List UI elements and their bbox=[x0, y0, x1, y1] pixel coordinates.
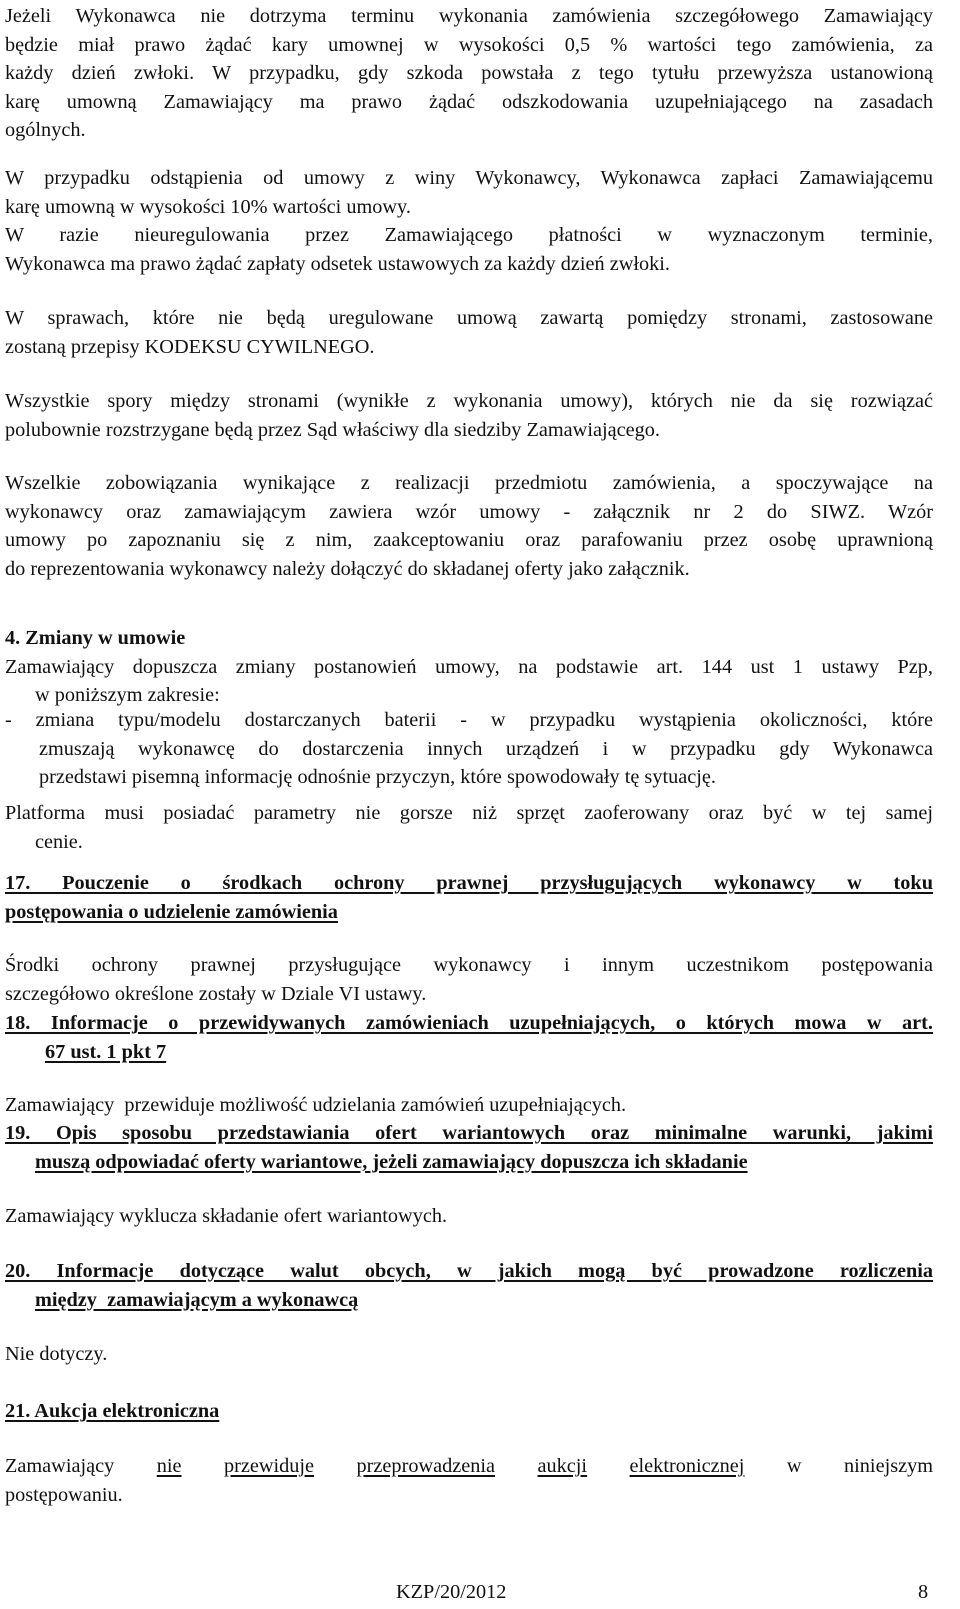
text-line: ogólnych. bbox=[5, 119, 86, 141]
underlined-word: przewiduje bbox=[223, 1455, 315, 1477]
text-line: wykonawcy oraz zamawiającym zawiera wzór umowy - załącznik nr 2 do SIWZ. Wzór bbox=[5, 500, 933, 523]
underlined-word: przeprowadzenia bbox=[356, 1455, 496, 1477]
text-line: przedstawi pisemną informację odnośnie przyczyn, które spowodowały tę sytuację. bbox=[39, 766, 716, 788]
text-line: Zamawiający wyklucza składanie ofert wariantowych. bbox=[5, 1205, 448, 1227]
section-4 bbox=[5, 624, 933, 710]
text-line: Wykonawca ma prawo żądać zapłaty odsetek ustawowych za każdy dzień zwłoki. bbox=[5, 252, 670, 275]
text-line: Środki ochrony prawnej przysługujące wykonawcy i innym uczestnikom postępowania bbox=[5, 954, 933, 976]
section-heading: 67 ust. 1 pkt 7 bbox=[45, 1040, 167, 1063]
text-line: Nie dotyczy. bbox=[5, 1343, 108, 1365]
page-number: 8 bbox=[918, 1581, 929, 1603]
section-17-text bbox=[5, 951, 933, 1008]
section-17 bbox=[5, 869, 933, 926]
section-19-text bbox=[5, 1202, 933, 1231]
text-line: umowy po zapoznaniu się z nim, zaakceptowaniu oraz parafowaniu przez osobę uprawnioną bbox=[5, 529, 933, 551]
section-heading: muszą odpowiadać oferty wariantowe, jeżeli zamawiający dopuszcza ich składanie bbox=[35, 1150, 748, 1173]
section-heading: 20. Informacje dotyczące walut obcych, w jakich mogą być prowadzone rozliczenia bbox=[5, 1260, 933, 1282]
text-line: postępowaniu. bbox=[5, 1483, 123, 1506]
underlined-word: nie bbox=[156, 1455, 182, 1477]
section-21-text bbox=[5, 1452, 933, 1509]
section-heading: 17. Pouczenie o środkach ochrony prawnej przysługujących wykonawcy w toku bbox=[5, 872, 933, 894]
word: w bbox=[786, 1455, 802, 1477]
text-line: Platforma musi posiadać parametry nie gorsze niż sprzęt zaoferowany oraz być w tej samej bbox=[5, 802, 933, 824]
section-4-platform bbox=[5, 799, 933, 856]
section-19 bbox=[5, 1119, 933, 1176]
text-line bbox=[5, 1452, 933, 1481]
text-line: W przypadku odstąpienia od umowy z winy Wykonawcy, Wykonawca zapłaci Zamawiającemu bbox=[5, 167, 933, 189]
section-20-text bbox=[5, 1340, 933, 1369]
text-line: Jeżeli Wykonawca nie dotrzyma terminu wykonania zamówienia szczegółowego Zamawiający bbox=[5, 5, 933, 27]
text-line: W sprawach, które nie będą uregulowane umową zawartą pomiędzy stronami, zastosowane bbox=[5, 307, 933, 329]
text-line: W razie nieuregulowania przez Zamawiającego płatności w wyznaczonym terminie, bbox=[5, 224, 933, 246]
text-line: każdy dzień zwłoki. W przypadku, gdy szkoda powstała z tego tytułu przewyższa ustanowioną bbox=[5, 62, 933, 84]
underlined-word: elektronicznej bbox=[629, 1455, 745, 1477]
text-line: - zmiana typu/modelu dostarczanych baterii - w przypadku wystąpienia okoliczności, które bbox=[5, 709, 933, 731]
section-21 bbox=[5, 1397, 933, 1426]
text-line: Wszystkie spory między stronami (wynikłe z wykonania umowy), których nie da się rozwiązać bbox=[5, 390, 933, 412]
section-4-bullet bbox=[5, 706, 933, 792]
paragraph-late-payment bbox=[5, 221, 933, 278]
paragraph-penalties bbox=[5, 2, 933, 145]
text-line: będzie miał prawo żądać kary umownej w wysokości 0,5 % wartości tego zamówienia, za bbox=[5, 33, 933, 56]
text-line: Zamawiający dopuszcza zmiany postanowień umowy, na podstawie art. 144 ust 1 ustawy Pzp, bbox=[5, 655, 933, 678]
section-heading: 21. Aukcja elektroniczna bbox=[5, 1400, 220, 1422]
text-line: polubownie rozstrzygane będą przez Sąd właściwy dla siedziby Zamawiającego. bbox=[5, 418, 660, 441]
page-footer bbox=[0, 1578, 960, 1606]
paragraph-obligations bbox=[5, 469, 933, 583]
text-line: Wszelkie zobowiązania wynikające z realizacji przedmiotu zamówienia, a spoczywające na bbox=[5, 472, 933, 494]
word: niniejszym bbox=[844, 1455, 934, 1477]
section-heading: postępowania o udzielenie zamówienia bbox=[5, 900, 338, 923]
text-line: szczegółowo określone zostały w Dziale VI ustawy. bbox=[5, 982, 427, 1005]
section-18 bbox=[5, 1009, 933, 1066]
section-heading: 18. Informacje o przewidywanych zamówieniach uzupełniających, o których mowa w art. bbox=[5, 1012, 933, 1034]
text-line: cenie. bbox=[35, 830, 83, 853]
text-line: do reprezentowania wykonawcy należy dołączyć do składanej oferty jako załącznik. bbox=[5, 557, 690, 580]
section-18-text bbox=[5, 1091, 933, 1120]
word: Zamawiający bbox=[5, 1455, 115, 1477]
text-line: zmuszają wykonawcę do dostarczenia innych urządzeń i w przypadku gdy Wykonawca bbox=[39, 737, 933, 760]
document-code: KZP/20/2012 bbox=[396, 1581, 507, 1603]
underlined-word: aukcji bbox=[537, 1455, 588, 1477]
text-line: zostaną przepisy KODEKSU CYWILNEGO. bbox=[5, 335, 375, 358]
section-heading: 4. Zmiany w umowie bbox=[5, 627, 186, 649]
section-heading: między zamawiającym a wykonawcą bbox=[35, 1288, 359, 1311]
text-line: w poniższym zakresie: bbox=[35, 684, 220, 706]
section-heading: 19. Opis sposobu przedstawiania ofert wariantowych oraz minimalne warunki, jakimi bbox=[5, 1122, 933, 1144]
text-line: karę umowną w wysokości 10% wartości umowy. bbox=[5, 195, 411, 218]
paragraph-civil-code bbox=[5, 304, 933, 361]
section-20 bbox=[5, 1257, 933, 1314]
paragraph-withdrawal bbox=[5, 164, 933, 221]
paragraph-disputes bbox=[5, 387, 933, 444]
text-line: Zamawiający przewiduje możliwość udzielania zamówień uzupełniających. bbox=[5, 1094, 627, 1116]
text-line: karę umowną Zamawiający ma prawo żądać odszkodowania uzupełniającego na zasadach bbox=[5, 90, 933, 113]
